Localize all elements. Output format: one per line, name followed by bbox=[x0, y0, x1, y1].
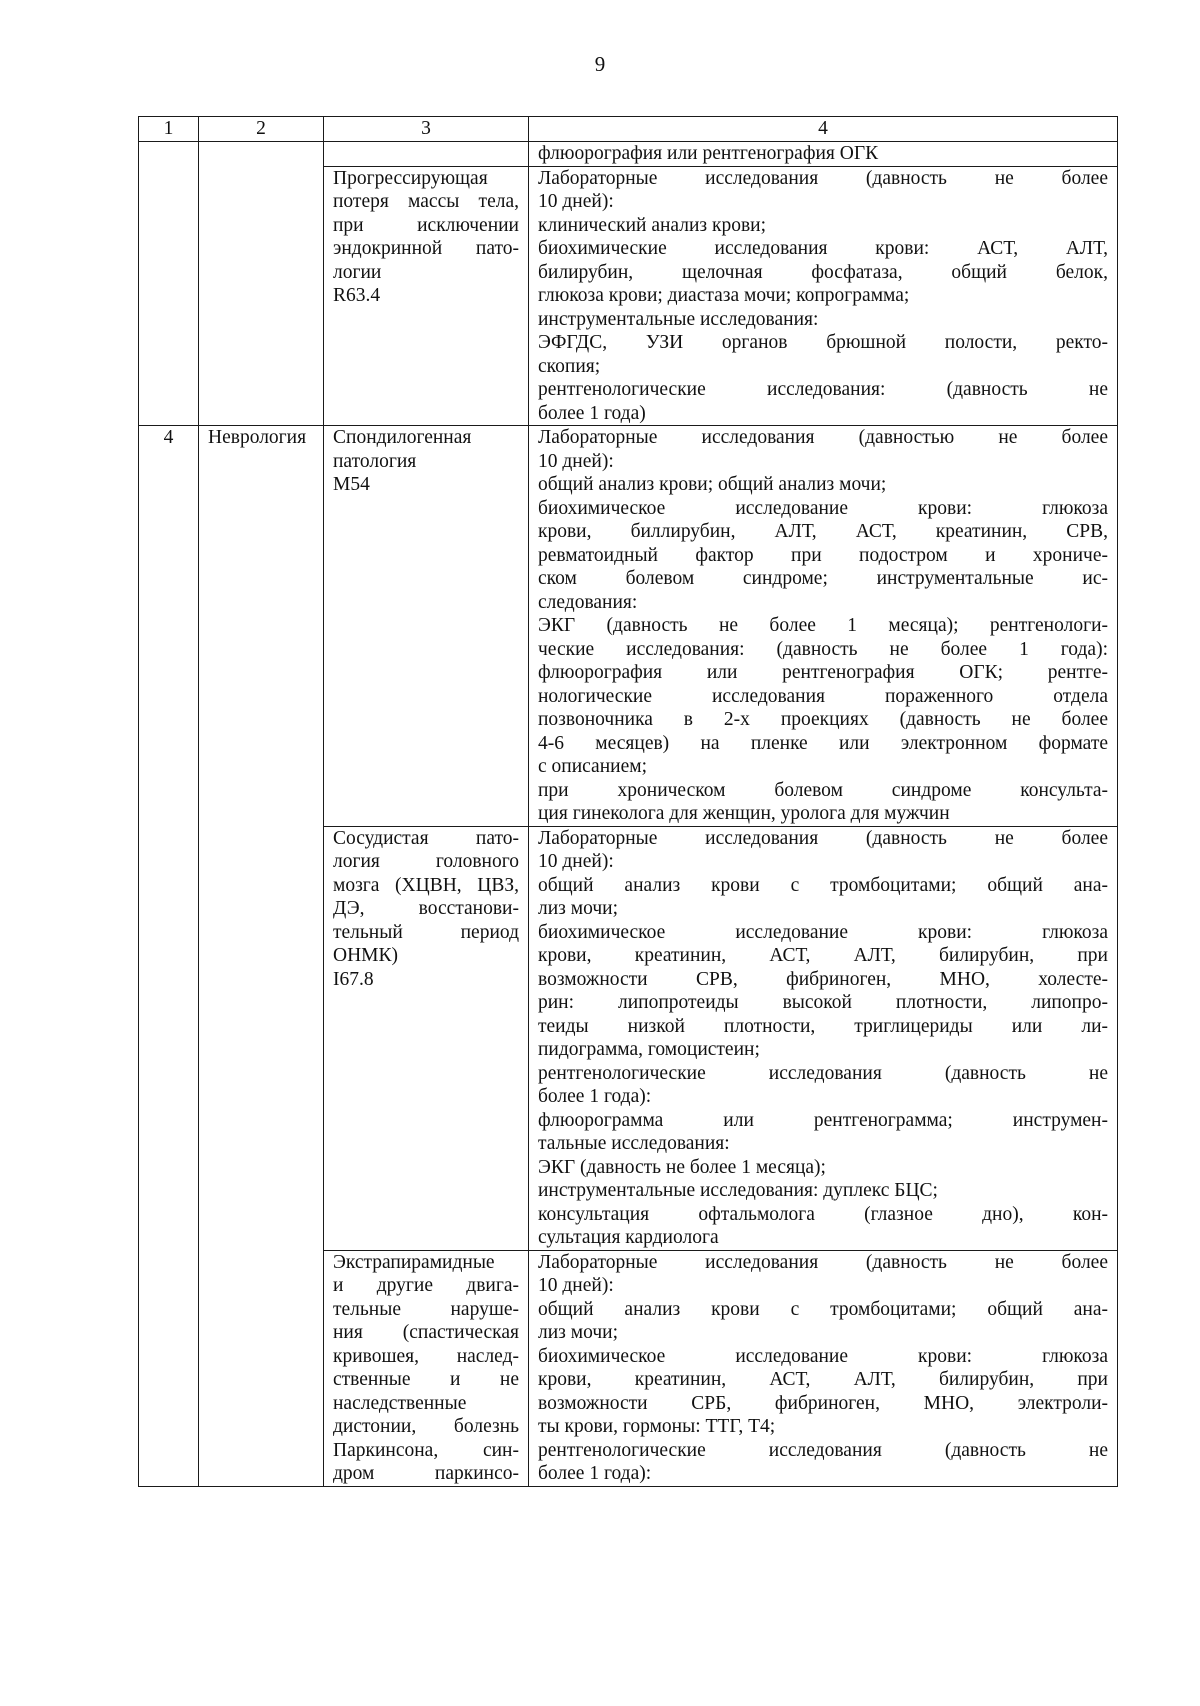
condition-line: и другие двига- bbox=[333, 1275, 519, 1296]
requirements-line: сультация кардиолога bbox=[538, 1227, 719, 1248]
table-header-row bbox=[139, 117, 1118, 142]
requirements-line: ты крови, гормоны: ТТГ, Т4; bbox=[538, 1416, 776, 1437]
condition-code: I67.8 bbox=[333, 968, 374, 990]
page-number: 9 bbox=[594, 52, 606, 76]
medical-requirements-table bbox=[138, 116, 1118, 1487]
condition-line: при исключении bbox=[333, 214, 519, 236]
requirements-line: с описанием; bbox=[538, 756, 647, 777]
cell-specialty-empty bbox=[199, 166, 324, 426]
requirements-line: крови, креатинин, АСТ, АЛТ, билирубин, при bbox=[538, 945, 1108, 966]
requirements-line: биохимическое исследование крови: глюкоза bbox=[538, 497, 1108, 519]
requirements-line: ческие исследования: (давность не более 1 года): bbox=[538, 638, 1108, 660]
requirements-line: Лабораторные исследования (давностью не более bbox=[538, 427, 1108, 448]
condition-line: наследственные bbox=[333, 1392, 467, 1414]
cell-condition bbox=[324, 826, 529, 1250]
requirements-line: 10 дней): bbox=[538, 450, 614, 472]
requirements-line: консультация офтальмолога (глазное дно), кон- bbox=[538, 1203, 1108, 1225]
requirements-line: нологические исследования пораженного отдела bbox=[538, 685, 1108, 707]
condition-line: логия головного bbox=[333, 851, 519, 872]
requirements-line: 4-6 месяцев) на пленке или электронном формате bbox=[538, 732, 1108, 754]
condition-line: мозга (ХЦВН, ЦВЗ, bbox=[333, 874, 519, 896]
condition-code: R63.4 bbox=[333, 285, 381, 306]
cell-requirements bbox=[529, 826, 1118, 1250]
requirements-line: 10 дней): bbox=[538, 1275, 614, 1296]
header-col-4: 4 bbox=[529, 117, 1118, 142]
requirements-line: клинический анализ крови; bbox=[538, 214, 767, 236]
cell-condition-empty bbox=[324, 142, 529, 167]
cell-requirements bbox=[529, 1250, 1118, 1486]
condition-line: дром паркинсо- bbox=[333, 1463, 519, 1484]
condition-code: M54 bbox=[333, 474, 370, 495]
requirements-line: биохимическое исследование крови: глюкоза bbox=[538, 921, 1108, 943]
condition-line: дистонии, болезнь bbox=[333, 1416, 519, 1437]
requirements-line: пидограмма, гомоцистеин; bbox=[538, 1039, 760, 1060]
requirements-line: глюкоза крови; диастаза мочи; копрограмма; bbox=[538, 285, 910, 306]
header-col-2: 2 bbox=[199, 117, 324, 142]
condition-line: тельный период bbox=[333, 921, 519, 943]
requirements-line: лиз мочи; bbox=[538, 898, 618, 919]
table-row bbox=[139, 826, 1118, 1250]
condition-line: Экстрапирамидные bbox=[333, 1251, 495, 1273]
requirements-line: ЭКГ (давность не более 1 месяца); рентгенологи- bbox=[538, 615, 1108, 636]
table-row bbox=[139, 1250, 1118, 1486]
requirements-line: возможности СРВ, фибриноген, МНО, холесте- bbox=[538, 968, 1108, 990]
cell-number-empty bbox=[139, 166, 199, 426]
requirements-line: теиды низкой плотности, триглицериды или ли- bbox=[538, 1015, 1108, 1037]
cell-requirements bbox=[529, 142, 1118, 167]
requirements-line: 10 дней): bbox=[538, 851, 614, 872]
requirements-line: рин: липопротеиды высокой плотности, липопро- bbox=[538, 992, 1108, 1013]
condition-line: потеря массы тела, bbox=[333, 191, 519, 212]
condition-line: ственные и не bbox=[333, 1369, 519, 1390]
requirements-line: тальные исследования: bbox=[538, 1133, 730, 1154]
requirements-line: билирубин, щелочная фосфатаза, общий белок, bbox=[538, 261, 1108, 283]
cell-requirements bbox=[529, 426, 1118, 827]
requirements-line: скопия; bbox=[538, 355, 601, 377]
condition-line: Паркинсона, син- bbox=[333, 1439, 519, 1461]
condition-line: патология bbox=[333, 450, 417, 472]
condition-line: ния (спастическая bbox=[333, 1322, 519, 1343]
requirements-line: биохимическое исследование крови: глюкоза bbox=[538, 1345, 1108, 1367]
cell-condition bbox=[324, 1250, 529, 1486]
condition-line: кривошея, наслед- bbox=[333, 1345, 519, 1367]
requirements-line: более 1 года): bbox=[538, 1086, 652, 1107]
condition-line: ДЭ, восстанови- bbox=[333, 898, 519, 919]
requirements-line: возможности СРБ, фибриноген, МНО, электроли- bbox=[538, 1392, 1108, 1414]
header-col-3: 3 bbox=[324, 117, 529, 142]
requirements-line: лиз мочи; bbox=[538, 1322, 618, 1343]
requirements-line: ция гинеколога для женщин, уролога для мужчин bbox=[538, 803, 950, 824]
requirements-line: общий анализ крови с тромбоцитами; общий ана- bbox=[538, 1298, 1108, 1320]
requirements-line: рентгенологические исследования: (давность не bbox=[538, 379, 1108, 400]
requirements-line: крови, креатинин, АСТ, АЛТ, билирубин, при bbox=[538, 1369, 1108, 1390]
cell-condition bbox=[324, 426, 529, 827]
cell-condition bbox=[324, 166, 529, 426]
requirements-line: 10 дней): bbox=[538, 191, 614, 212]
requirements-line: Лабораторные исследования (давность не более bbox=[538, 1251, 1108, 1273]
requirements-line: флюорография или рентгенография ОГК bbox=[538, 143, 879, 164]
condition-line: логии bbox=[333, 261, 382, 283]
cell-requirements bbox=[529, 166, 1118, 426]
requirements-line: инструментальные исследования: bbox=[538, 308, 819, 330]
condition-line: ОНМК) bbox=[333, 945, 399, 966]
requirements-line: ревматоидный фактор при подостром и хрониче- bbox=[538, 544, 1108, 566]
cell-specialty-empty bbox=[199, 142, 324, 167]
cell-specialty-empty bbox=[199, 1250, 324, 1486]
requirements-line: ЭКГ (давность не более 1 месяца); bbox=[538, 1156, 826, 1178]
requirements-line: Лабораторные исследования (давность не более bbox=[538, 827, 1108, 849]
cell-specialty-empty bbox=[199, 826, 324, 1250]
requirements-line: инструментальные исследования: дуплекс БЦС; bbox=[538, 1180, 938, 1201]
requirements-line: флюорограмма или рентгенограмма; инструмен- bbox=[538, 1109, 1108, 1131]
condition-line: эндокринной пато- bbox=[333, 238, 519, 259]
requirements-line: ском болевом синдроме; инструментальные ис- bbox=[538, 568, 1108, 589]
cell-number-empty bbox=[139, 142, 199, 167]
requirements-line: ЭФГДС, УЗИ органов брюшной полости, ректо- bbox=[538, 332, 1108, 353]
table-row bbox=[139, 426, 1118, 827]
condition-line: Сосудистая пато- bbox=[333, 827, 519, 849]
section-number: 4 bbox=[139, 426, 199, 827]
requirements-line: флюорография или рентгенография ОГК; рентге- bbox=[538, 662, 1108, 683]
requirements-line: более 1 года) bbox=[538, 402, 646, 424]
requirements-line: рентгенологические исследования (давность не bbox=[538, 1062, 1108, 1084]
requirements-line: биохимические исследования крови: АСТ, АЛТ, bbox=[538, 238, 1108, 259]
requirements-line: более 1 года): bbox=[538, 1463, 652, 1484]
requirements-line: крови, биллирубин, АЛТ, АСТ, креатинин, СРВ, bbox=[538, 521, 1108, 542]
header-col-1: 1 bbox=[139, 117, 199, 142]
requirements-line: рентгенологические исследования (давность не bbox=[538, 1439, 1108, 1461]
requirements-line: общий анализ крови; общий анализ мочи; bbox=[538, 474, 887, 495]
condition-line: Прогрессирующая bbox=[333, 167, 488, 189]
requirements-line: Лабораторные исследования (давность не более bbox=[538, 167, 1108, 189]
requirements-line: общий анализ крови с тромбоцитами; общий ана- bbox=[538, 874, 1108, 896]
requirements-line: следования: bbox=[538, 591, 638, 613]
cell-number-empty bbox=[139, 826, 199, 1250]
condition-line: тельные наруше- bbox=[333, 1298, 519, 1320]
requirements-line: при хроническом болевом синдроме консульта- bbox=[538, 779, 1108, 801]
condition-line: Спондилогенная bbox=[333, 427, 472, 448]
table-row bbox=[139, 166, 1118, 426]
section-title: Неврология bbox=[199, 426, 324, 827]
cell-number-empty bbox=[139, 1250, 199, 1486]
requirements-line: позвоночника в 2-х проекциях (давность не более bbox=[538, 709, 1108, 730]
table-row bbox=[139, 142, 1118, 167]
